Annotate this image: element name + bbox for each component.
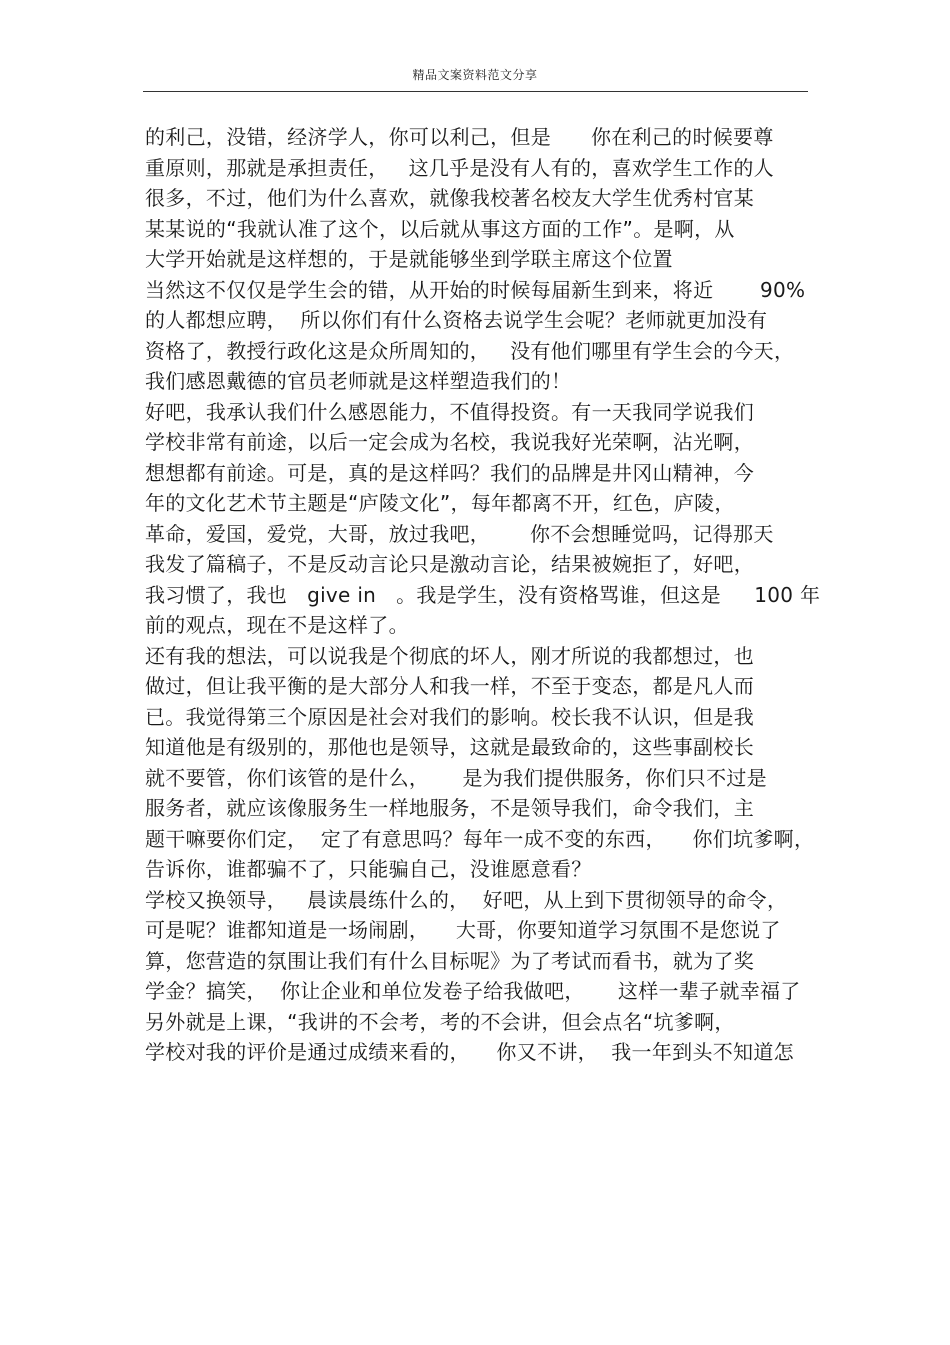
text-line: 还有我的想法，可以说我是个彻底的坏人，刚才所说的我都想过，也 (145, 643, 754, 668)
text-line: 革命，爱国，爱党，大哥，放过我吧， 你不会想睡觉吗，记得那天 (145, 521, 774, 546)
text-line: 学金？搞笑， 你让企业和单位发卷子给我做吧， 这样一辈子就幸福了 (145, 979, 801, 1003)
text-line: 题干嘛要你们定， 定了有意思吗？每年一成不变的东西， 你们坑爹啊， (145, 826, 815, 851)
text-line: 知道他是有级别的，那他也是领导，这就是最致命的，这些事副校长 (145, 735, 754, 759)
text-line: 我发了篇稿子，不是反动言论只是激动言论，结果被婉拒了，好吧， (145, 552, 754, 576)
text-line: 重原则，那就是承担责任， 这几乎是没有人有的，喜欢学生工作的人 (145, 155, 774, 180)
text-line: 另外就是上课，“我讲的不会考，考的不会讲，但会点名“坑爹啊， (145, 1009, 735, 1034)
text-line: 学校对我的评价是通过成绩来看的， 你又不讲， 我一年到头不知道怎 (145, 1040, 794, 1064)
text-line: 告诉你，谁都骗不了，只能骗自己，没谁愿意看？ (145, 857, 592, 881)
text-line: 前的观点，现在不是这样了。 (145, 613, 409, 637)
text-line: 学校非常有前途，以后一定会成为名校，我说我好光荣啊，沾光啊， (145, 430, 754, 454)
text-line: 服务者，就应该像服务生一样地服务，不是领导我们，命令我们，主 (145, 796, 754, 820)
header-divider (143, 91, 808, 92)
text-line: 很多，不过，他们为什么喜欢，就像我校著名校友大学生优秀村官某 (145, 186, 754, 210)
text-line: 学校又换领导， 晨读晨练什么的， 好吧，从上到下贯彻领导的命令， (145, 887, 788, 912)
header-title: 精品文案资料范文分享 (412, 68, 538, 82)
text-line: 想想都有前途。可是，真的是这样吗？我们的品牌是井冈山精神，今 (145, 460, 754, 485)
text-line: 的人都想应聘， 所以你们有什么资格去说学生会呢？老师就更加没有 (145, 308, 768, 332)
text-line: 可是呢？谁都知道是一场闹剧， 大哥，你要知道学习氛围不是您说了 (145, 918, 781, 942)
text-line: 我习惯了，我也 give in 。我是学生，没有资格骂谁，但这是 100 年 (145, 582, 821, 607)
text-line: 算，您营造的氛围让我们有什么目标呢》为了考试而看书，就为了奖 (145, 948, 754, 973)
text-line: 某某说的“我就认准了这个，以后就从事这方面的工作”。是啊，从 (145, 216, 735, 241)
text-line: 做过，但让我平衡的是大部分人和我一样，不至于变态，都是凡人而 (145, 674, 754, 698)
text-line: 就不要管，你们该管的是什么， 是为我们提供服务，你们只不过是 (145, 765, 767, 790)
text-line: 的利己，没错，经济学人，你可以利己，但是 你在利己的时候要尊 (145, 125, 774, 149)
text-line: 当然这不仅仅是学生会的错，从开始的时候每届新生到来，将近 90% (145, 277, 806, 302)
text-line: 已。我觉得第三个原因是社会对我们的影响。校长我不认识，但是我 (145, 704, 754, 729)
body-text (145, 122, 825, 1068)
text-line: 资格了，教授行政化这是众所周知的， 没有他们哪里有学生会的今天， (145, 338, 795, 363)
text-line: 我们感恩戴德的官员老师就是这样塑造我们的！ (145, 369, 572, 393)
text-line: 大学开始就是这样想的，于是就能够坐到学联主席这个位置 (145, 247, 673, 271)
text-line: 年的文化艺术节主题是“庐陵文化”，每年都离不开，红色，庐陵， (145, 491, 735, 515)
text-line: 好吧，我承认我们什么感恩能力，不值得投资。有一天我同学说我们 (145, 399, 754, 424)
